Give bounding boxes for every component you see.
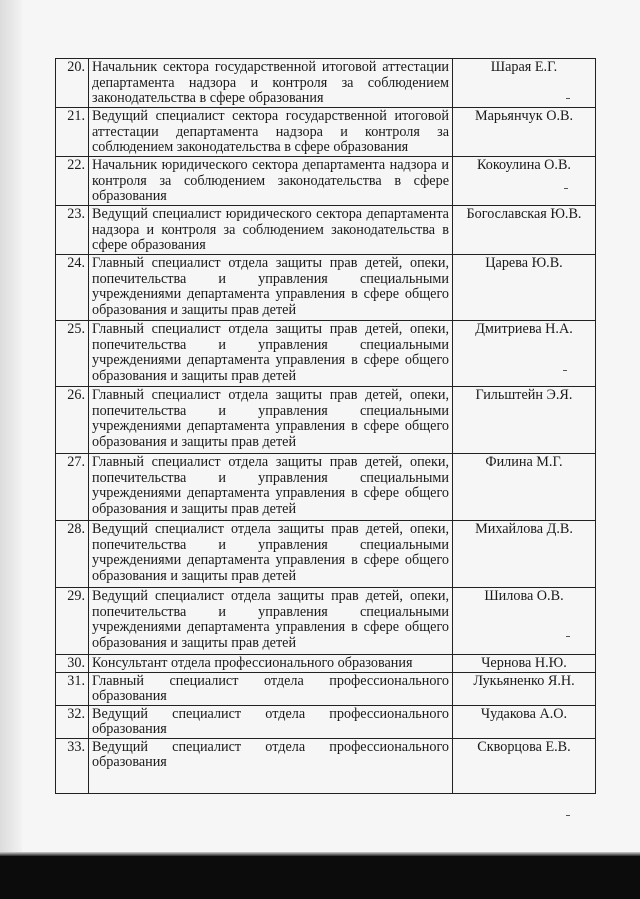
table-row bbox=[56, 738, 596, 793]
position-cell: Главный специалист отдела защиты прав детей, опеки, попечительства и управления специальными учреждениями департамента управления в сфере общего образования и защиты прав детей bbox=[89, 255, 453, 321]
scan-speck bbox=[563, 370, 567, 371]
position-cell: Ведущий специалист сектора государственной итоговой аттестации департамента надзора и контроля за соблюдением законодательства в сфере образования bbox=[89, 108, 453, 157]
scan-speck bbox=[566, 98, 570, 99]
position-cell: Главный специалист отдела защиты прав детей, опеки, попечительства и управления специальными учреждениями департамента управления в сфере общего образования и защиты прав детей bbox=[89, 454, 453, 521]
position-cell: Главный специалист отдела профессионального образования bbox=[89, 672, 453, 705]
name-cell: Шарая Е.Г. bbox=[453, 59, 596, 108]
scan-speck bbox=[566, 815, 570, 816]
position-cell: Главный специалист отдела защиты прав детей, опеки, попечительства и управления специальными учреждениями департамента управления в сфере общего образования и защиты прав детей bbox=[89, 321, 453, 387]
row-number: 29. bbox=[56, 588, 89, 655]
scan-speck bbox=[566, 636, 570, 637]
row-number: 20. bbox=[56, 59, 89, 108]
row-number: 30. bbox=[56, 655, 89, 673]
name-cell: Чернова Н.Ю. bbox=[453, 655, 596, 673]
row-number: 23. bbox=[56, 206, 89, 255]
scan-speck bbox=[564, 188, 568, 189]
table-row bbox=[56, 454, 596, 521]
row-number: 28. bbox=[56, 521, 89, 588]
row-number: 27. bbox=[56, 454, 89, 521]
row-number: 31. bbox=[56, 672, 89, 705]
position-cell: Ведущий специалист отдела защиты прав детей, опеки, попечительства и управления специальными учреждениями департамента управления в сфере общего образования и защиты прав детей bbox=[89, 588, 453, 655]
position-cell: Консультант отдела профессионального образования bbox=[89, 655, 453, 673]
row-number: 22. bbox=[56, 157, 89, 206]
table-row bbox=[56, 387, 596, 454]
name-cell: Михайлова Д.В. bbox=[453, 521, 596, 588]
row-number: 24. bbox=[56, 255, 89, 321]
table-row bbox=[56, 157, 596, 206]
name-cell: Скворцова Е.В. bbox=[453, 738, 596, 793]
position-cell: Начальник юридического сектора департамента надзора и контроля за соблюдением законодательства в сфере образования bbox=[89, 157, 453, 206]
position-cell: Начальник сектора государственной итоговой аттестации департамента надзора и контроля за соблюдением законодательства в сфере образования bbox=[89, 59, 453, 108]
scan-page-edge bbox=[0, 0, 22, 899]
name-cell: Чудакова А.О. bbox=[453, 705, 596, 738]
position-cell: Ведущий специалист юридического сектора департамента надзора и контроля за соблюдением законодательства в сфере образования bbox=[89, 206, 453, 255]
scanner-shadow-band bbox=[0, 856, 640, 899]
table-row bbox=[56, 588, 596, 655]
position-cell: Главный специалист отдела защиты прав детей, опеки, попечительства и управления специальными учреждениями департамента управления в сфере общего образования и защиты прав детей bbox=[89, 387, 453, 454]
table-row bbox=[56, 521, 596, 588]
row-number: 25. bbox=[56, 321, 89, 387]
table-row bbox=[56, 59, 596, 108]
name-cell: Дмитриева Н.А. bbox=[453, 321, 596, 387]
table-row bbox=[56, 108, 596, 157]
table-row bbox=[56, 206, 596, 255]
name-cell: Гильштейн Э.Я. bbox=[453, 387, 596, 454]
name-cell: Кокоулина О.В. bbox=[453, 157, 596, 206]
row-number: 33. bbox=[56, 738, 89, 793]
staff-table bbox=[55, 58, 596, 794]
table-row bbox=[56, 655, 596, 673]
name-cell: Лукьяненко Я.Н. bbox=[453, 672, 596, 705]
name-cell: Марьянчук О.В. bbox=[453, 108, 596, 157]
position-cell: Ведущий специалист отдела защиты прав детей, опеки, попечительства и управления специальными учреждениями департамента управления в сфере общего образования и защиты прав детей bbox=[89, 521, 453, 588]
row-number: 26. bbox=[56, 387, 89, 454]
row-number: 21. bbox=[56, 108, 89, 157]
table-row bbox=[56, 705, 596, 738]
position-cell: Ведущий специалист отдела профессионального образования bbox=[89, 705, 453, 738]
table-row bbox=[56, 321, 596, 387]
table-row bbox=[56, 672, 596, 705]
name-cell: Богославская Ю.В. bbox=[453, 206, 596, 255]
row-number: 32. bbox=[56, 705, 89, 738]
name-cell: Шилова О.В. bbox=[453, 588, 596, 655]
name-cell: Филина М.Г. bbox=[453, 454, 596, 521]
position-cell: Ведущий специалист отдела профессионального образования bbox=[89, 738, 453, 793]
name-cell: Царева Ю.В. bbox=[453, 255, 596, 321]
table-row bbox=[56, 255, 596, 321]
